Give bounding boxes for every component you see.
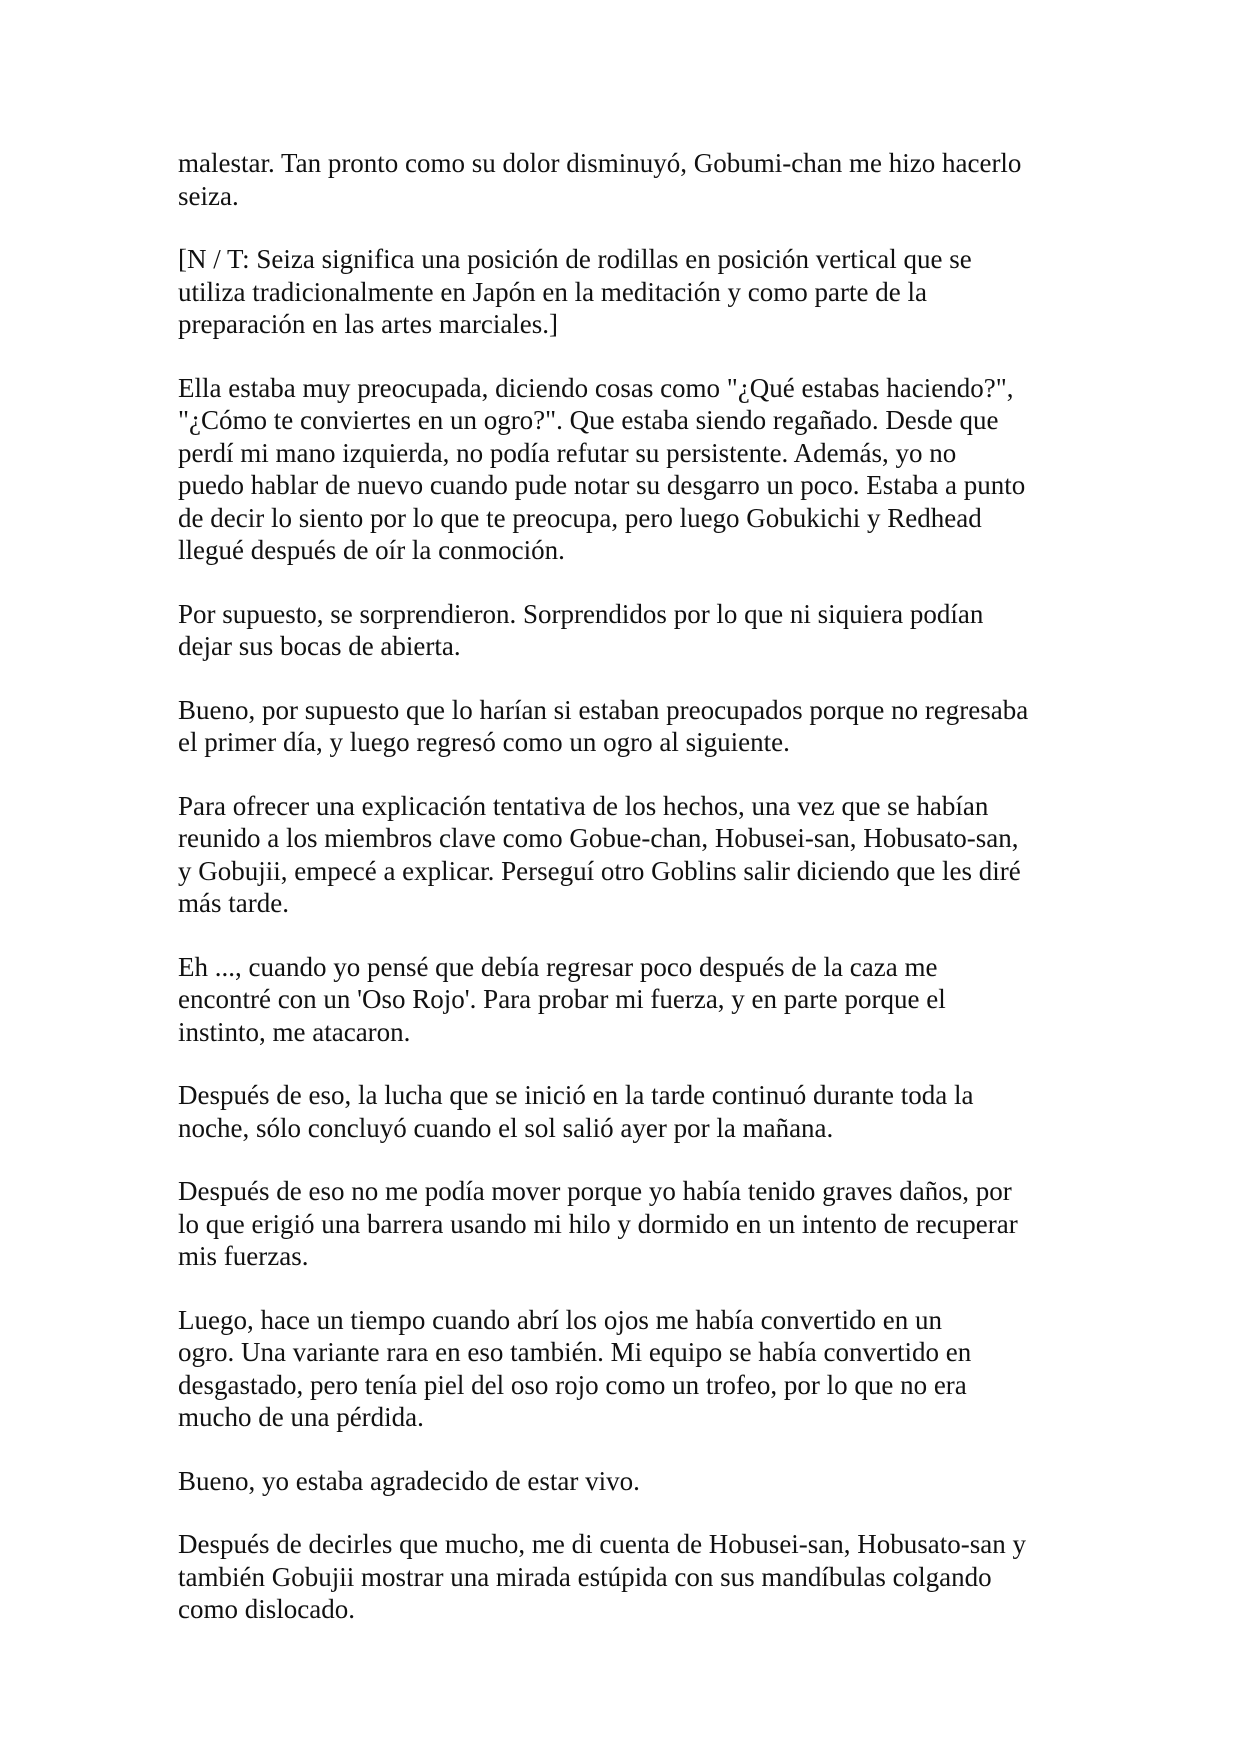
paragraph: Por supuesto, se sorprendieron. Sorprendidos por lo que ni siquiera podían dejar sus bocas de abierta. xyxy=(178,598,984,661)
paragraph: Bueno, por supuesto que lo harían si estaban preocupados porque no regresaba el primer día, y luego regresó como un ogro al siguiente. xyxy=(178,694,1029,757)
paragraph: Luego, hace un tiempo cuando abrí los ojos me había convertido en un ogro. Una variante rara en eso también. Mi equipo se había convertido en desgastado, pero tenía piel del oso rojo como un trofeo, por lo que no era mucho de una pérdida. xyxy=(178,1304,972,1432)
document-body xyxy=(178,147,1078,1657)
paragraph: Eh ..., cuando yo pensé que debía regresar poco después de la caza me encontré con un 'Oso Rojo'. Para probar mi fuerza, y en parte porque el instinto, me atacaron. xyxy=(178,951,946,1047)
translator-note-paragraph: [N / T: Seiza significa una posición de rodillas en posición vertical que se utiliza tradicionalmente en Japón en la meditación y como parte de la preparación en las artes marciales.] xyxy=(178,244,972,339)
paragraph: Bueno, yo estaba agradecido de estar vivo. xyxy=(178,1465,640,1496)
paragraph: Ella estaba muy preocupada, diciendo cosas como "¿Qué estabas haciendo?", "¿Cómo te conviertes en un ogro?". Que estaba siendo regañado. Desde que perdí mi mano izquierda, no podía refutar su persistente. Además, yo no puedo hablar de nuevo cuando pude notar su desgarro un poco. Estaba a punto de decir lo siento por lo que te preocupa, pero luego Gobukichi y Redhead llegué después de oír la conmoción. xyxy=(178,372,1026,565)
paragraph: Después de eso, la lucha que se inició en la tarde continuó durante toda la noche, sólo concluyó cuando el sol salió ayer por la mañana. xyxy=(178,1080,974,1143)
paragraph: Para ofrecer una explicación tentativa de los hechos, una vez que se habían reunido a los miembros clave como Gobue-chan, Hobusei-san, Hobusato-san, y Gobujii, empecé a explicar. Perseguí otro Goblins salir diciendo que les diré más tarde. xyxy=(178,790,1021,918)
paragraph: Después de eso no me podía mover porque yo había tenido graves daños, por lo que erigió una barrera usando mi hilo y dormido en un intento de recuperar mis fuerzas. xyxy=(178,1176,1018,1271)
paragraph: Después de decirles que mucho, me di cuenta de Hobusei-san, Hobusato-san y también Gobujii mostrar una mirada estúpida con sus mandíbulas colgando como dislocado. xyxy=(178,1529,1027,1624)
paragraph: malestar. Tan pronto como su dolor disminuyó, Gobumi-chan me hizo hacerlo seiza. xyxy=(178,148,1022,211)
